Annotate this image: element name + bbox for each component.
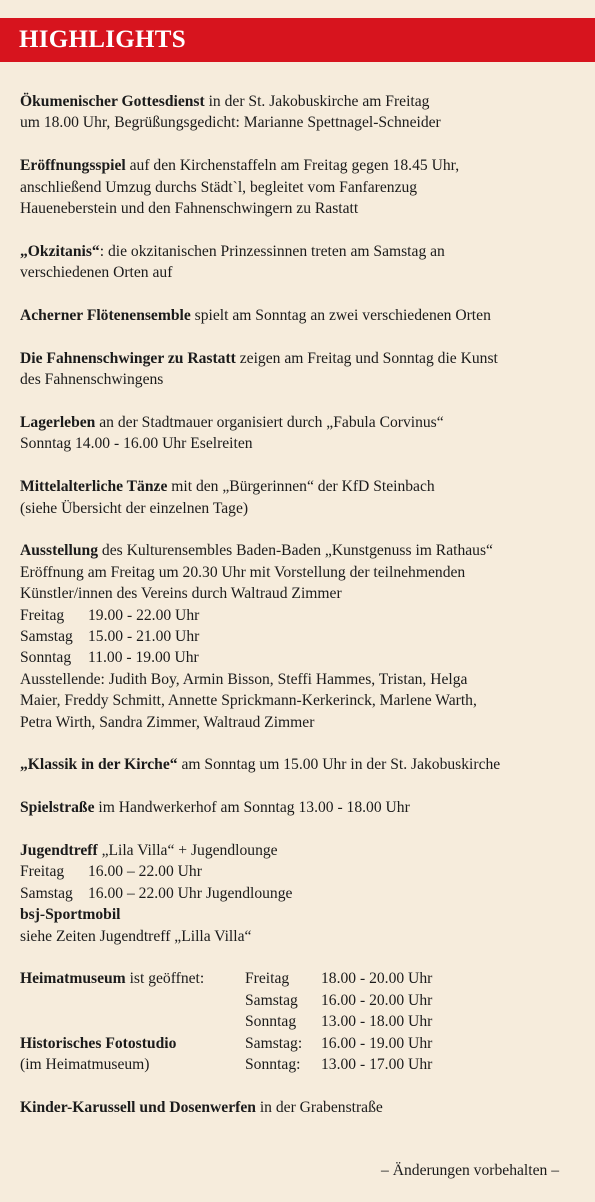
item-title: Eröffnungsspiel (20, 157, 126, 175)
youth-schedule (20, 861, 580, 904)
item-text: : die okzitanischen Prinzessinnen treten am Samstag an (99, 242, 445, 260)
item-text: „Lila Villa“ + Jugendlounge (97, 842, 278, 860)
schedule-day: Samstag: (245, 1034, 303, 1052)
highlight-lager (20, 412, 580, 455)
schedule-time: 13.00 - 17.00 Uhr (321, 1056, 433, 1074)
item-text: verschiedenen Orten auf (20, 264, 173, 282)
schedule-time: 18.00 - 20.00 Uhr (321, 970, 433, 988)
item-text: ist geöffnet: (125, 970, 205, 988)
highlight-klassik (20, 754, 580, 775)
item-text: (im Heimatmuseum) (20, 1056, 150, 1074)
schedule-time: 16.00 - 20.00 Uhr (321, 991, 433, 1009)
schedule-time: 11.00 - 19.00 Uhr (88, 649, 199, 667)
item-text: um 18.00 Uhr, Begrüßungsgedicht: Marianne Spettnagel-Schneider (20, 114, 441, 132)
schedule-day: Samstag (20, 628, 73, 646)
item-text: Maier, Freddy Schmitt, Annette Sprickmann-Kerkerinck, Marlene Warth, (20, 692, 477, 710)
schedule-time: 15.00 - 21.00 Uhr (88, 628, 200, 646)
highlight-floeten (20, 305, 580, 326)
highlights-list (20, 91, 580, 1140)
schedule-day: Sonntag (245, 1013, 297, 1031)
item-text: Ausstellende: Judith Boy, Armin Bisson, Steffi Hammes, Tristan, Helga (20, 670, 468, 688)
item-title: Heimatmuseum (20, 970, 126, 988)
item-text: Eröffnung am Freitag um 20.30 Uhr mit Vorstellung der teilnehmenden (20, 563, 466, 581)
item-text: an der Stadtmauer organisiert durch „Fabula Corvinus“ (95, 414, 444, 432)
item-text: Sonntag 14.00 - 16.00 Uhr Eselreiten (20, 435, 253, 453)
schedule-time: 16.00 – 22.00 Uhr (88, 863, 202, 881)
schedule-time: 19.00 - 22.00 Uhr (88, 606, 200, 624)
item-text: spielt am Sonntag an zwei verschiedenen Orten (190, 307, 491, 325)
item-text: siehe Zeiten Jugendtreff „Lilla Villa“ (20, 927, 252, 945)
item-text: in der St. Jakobuskirche am Freitag (204, 93, 430, 110)
footer-note: – Änderungen vorbehalten – (381, 1162, 559, 1179)
item-title: Mittelalterliche Tänze (20, 478, 168, 496)
highlight-fahnen (20, 348, 580, 391)
schedule-day: Samstag (20, 884, 73, 902)
item-text: mit den „Bürgerinnen“ der KfD Steinbach (167, 478, 435, 496)
schedule-time: 16.00 - 19.00 Uhr (321, 1034, 433, 1052)
item-title: Lagerleben (20, 414, 96, 432)
page-title: HIGHLIGHTS (19, 26, 186, 53)
schedule-day: Freitag (20, 863, 65, 881)
schedule-day: Samstag (245, 991, 298, 1009)
item-title: Jugendtreff (20, 842, 98, 860)
item-title: bsj-Sportmobil (20, 906, 121, 924)
item-text: Petra Wirth, Sandra Zimmer, Waltraud Zimmer (20, 713, 315, 731)
item-text: in der Grabenstraße (255, 1098, 383, 1116)
item-text: Künstler/innen des Vereins durch Waltraud Zimmer (20, 585, 342, 603)
item-title: Die Fahnenschwinger zu Rastatt (20, 349, 236, 367)
item-text: zeigen am Freitag und Sonntag die Kunst (235, 349, 498, 367)
museum-schedule (20, 968, 580, 1075)
item-title: „Klassik in der Kirche“ (20, 756, 178, 774)
item-title: Ökumenischer Gottesdienst (20, 93, 205, 110)
schedule-day: Sonntag: (245, 1056, 301, 1074)
item-title: Ausstellung (20, 542, 98, 560)
item-text: des Fahnenschwingens (20, 371, 164, 389)
item-text: des Kulturensembles Baden-Baden „Kunstgenuss im Rathaus“ (98, 542, 493, 560)
highlight-taenze (20, 476, 580, 519)
schedule-time: 16.00 – 22.00 Uhr Jugendlounge (88, 884, 293, 902)
schedule-day: Sonntag (20, 649, 72, 667)
item-text: (siehe Übersicht der einzelnen Tage) (20, 499, 249, 517)
item-text: Haueneberstein und den Fahnenschwingern zu Rastatt (20, 200, 359, 218)
item-text: im Handwerkerhof am Sonntag 13.00 - 18.00 Uhr (94, 799, 410, 817)
item-title: Kinder-Karussell und Dosenwerfen (20, 1098, 256, 1116)
item-title: Acherner Flötenensemble (20, 307, 191, 325)
highlight-jugend (20, 840, 580, 947)
exhibition-schedule (20, 605, 580, 669)
highlight-ausstellung (20, 540, 580, 733)
highlight-karussell (20, 1097, 580, 1118)
header-banner (0, 18, 595, 62)
item-text: auf den Kirchenstaffeln am Freitag gegen 18.45 Uhr, (125, 157, 460, 175)
schedule-day: Freitag (20, 606, 65, 624)
highlight-eroeffnung (20, 155, 580, 219)
schedule-time: 13.00 - 18.00 Uhr (321, 1013, 433, 1031)
item-title: Historisches Fotostudio (20, 1034, 177, 1052)
schedule-day: Freitag (245, 970, 290, 988)
highlight-museum (20, 968, 580, 1075)
item-title: „Okzitanis“ (20, 242, 100, 260)
item-title: Spielstraße (20, 799, 95, 817)
highlight-okzitanis (20, 241, 580, 284)
item-text: anschließend Umzug durchs Städt`l, begleitet vom Fanfarenzug (20, 178, 418, 196)
highlight-spiel (20, 797, 580, 818)
highlight-oekumen (20, 91, 580, 134)
item-text: am Sonntag um 15.00 Uhr in der St. Jakobuskirche (177, 756, 501, 774)
